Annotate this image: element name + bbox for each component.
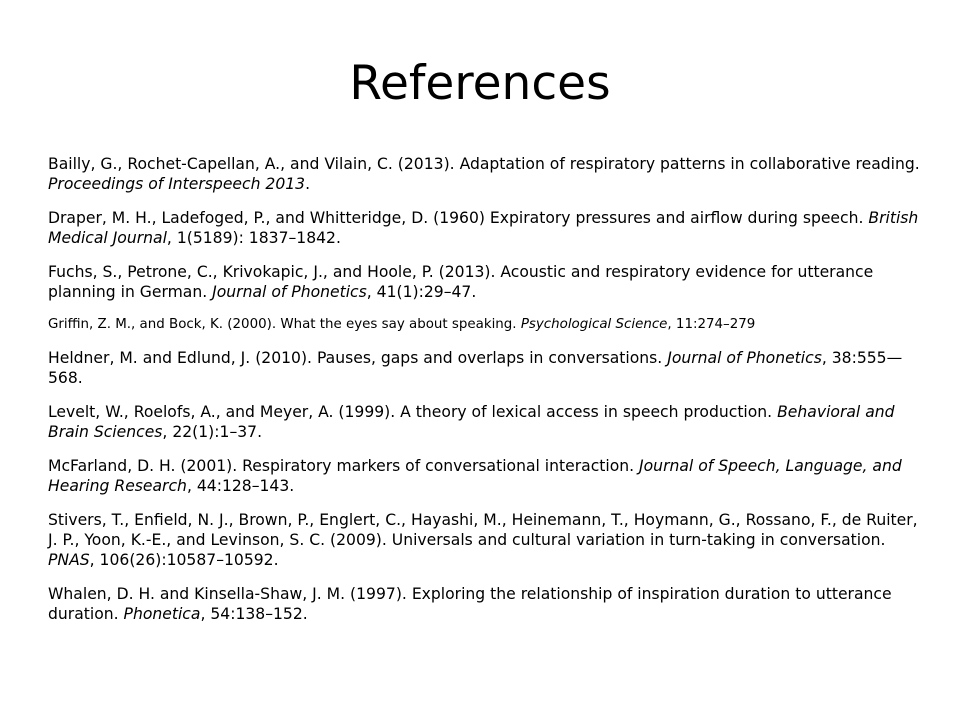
reference-details: , 38:555—568.: [48, 349, 903, 387]
reference-item: [48, 154, 928, 194]
reference-text: Stivers, T., Enfield, N. J., Brown, P., Englert, C., Hayashi, M., Heinemann, T., Hoymann, G., Rossano, F., de Ruiter, J. P., Yoon, K.-E., and Levinson, S. C. (2009). Universals and cultural variation in turn-taking in conversation.: [48, 511, 918, 549]
reference-publication: Behavioral and Brain Sciences: [48, 403, 895, 441]
reference-item: [48, 584, 928, 624]
reference-text: McFarland, D. H. (2001). Respiratory markers of conversational interaction.: [48, 457, 640, 475]
reference-text: Heldner, M. and Edlund, J. (2010). Pauses, gaps and overlaps in conversations.: [48, 349, 668, 367]
reference-text: Levelt, W., Roelofs, A., and Meyer, A. (1999). A theory of lexical access in speech production.: [48, 403, 778, 421]
reference-details: , 44:128–143.: [186, 477, 295, 495]
reference-item: [48, 208, 928, 248]
reference-text: Bailly, G., Rochet-Capellan, A., and Vilain, C. (2013). Adaptation of respiratory patterns in collaborative reading.: [48, 155, 920, 173]
reference-details: .: [305, 175, 311, 193]
reference-text: Whalen, D. H. and Kinsella-Shaw, J. M. (1997). Exploring the relationship of inspiration duration to utterance duration.: [48, 585, 892, 623]
reference-publication: Journal of Phonetics: [212, 283, 367, 301]
reference-item: [48, 348, 928, 388]
reference-details: , 1(5189): 1837–1842.: [166, 229, 341, 247]
slide-title: References: [349, 56, 611, 111]
reference-text: Griffin, Z. M., and Bock, K. (2000). What the eyes say about speaking.: [48, 317, 521, 332]
reference-details: , 54:138–152.: [200, 605, 308, 623]
reference-publication: Journal of Speech, Language, and Hearing Research: [48, 457, 902, 495]
reference-item: [48, 510, 928, 570]
reference-text: Draper, M. H., Ladefoged, P., and Whitteridge, D. (1960) Expiratory pressures and airflow during speech.: [48, 209, 869, 227]
reference-details: , 106(26):10587–10592.: [89, 551, 279, 569]
reference-item: [48, 262, 928, 302]
reference-publication: PNAS: [48, 551, 90, 569]
reference-publication: Journal of Phonetics: [667, 349, 822, 367]
reference-details: , 41(1):29–47.: [366, 283, 477, 301]
reference-publication: Psychological Science: [520, 317, 668, 332]
reference-text: Fuchs, S., Petrone, C., Krivokapic, J., and Hoole, P. (2013). Acoustic and respiratory evidence for utterance planning in German.: [48, 263, 874, 301]
reference-publication: Phonetica: [123, 605, 201, 623]
reference-details: , 22(1):1–37.: [162, 423, 263, 441]
reference-publication: British Medical Journal: [48, 209, 919, 247]
reference-item: [48, 402, 928, 442]
reference-item: [48, 456, 928, 496]
reference-details: , 11:274–279: [667, 317, 756, 332]
reference-list: [48, 154, 928, 638]
reference-publication: Proceedings of Interspeech 2013: [48, 175, 306, 193]
reference-item: [48, 316, 928, 334]
